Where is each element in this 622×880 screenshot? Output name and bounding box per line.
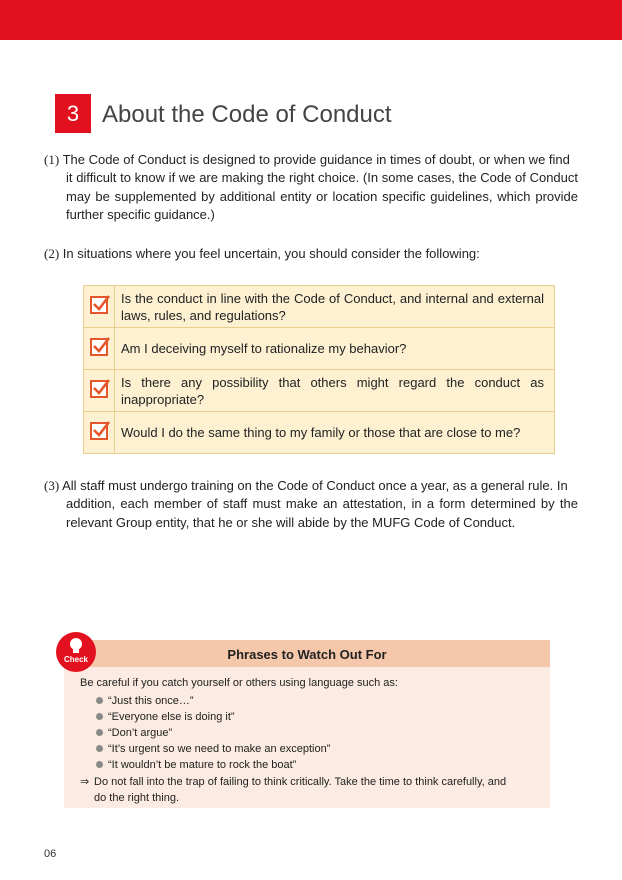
checkbox-checked-icon <box>90 296 108 314</box>
phrase-item: “It’s urgent so we need to make an exception” <box>96 741 330 757</box>
top-red-bar <box>0 0 622 40</box>
checkbox-checked-icon <box>90 422 108 440</box>
paragraph-3-rest: addition, each member of staff must make an attestation, in a form determined by the relevant Group entity, that he or she will abide by the MUFG Code of Conduct. <box>66 496 578 530</box>
paragraph-2-text: In situations where you feel uncertain, you should consider the following: <box>62 246 480 261</box>
paragraph-1 <box>44 151 578 224</box>
checklist-item: Is there any possibility that others might regard the conduct as inappropriate? <box>115 370 555 412</box>
bullet-icon <box>96 729 103 736</box>
paragraph-3 <box>44 477 578 532</box>
section-title: About the Code of Conduct <box>102 101 392 128</box>
checklist-item: Am I deceiving myself to rationalize my behavior? <box>115 328 555 370</box>
checkbox-checked-icon <box>90 380 108 398</box>
checkbox-checked-icon <box>90 338 108 356</box>
paragraph-1-first-line: The Code of Conduct is designed to provide guidance in times of doubt, or when we find <box>62 152 570 167</box>
bullet-icon <box>96 713 103 720</box>
paragraph-3-first-line: All staff must undergo training on the Code of Conduct once a year, as a general rule. In <box>62 478 568 493</box>
paragraph-2-number: (2) <box>44 246 60 261</box>
check-badge <box>56 632 96 672</box>
checklist-item: Would I do the same thing to my family or those that are close to me? <box>115 412 555 454</box>
phrase-item: “Don’t argue” <box>96 725 330 741</box>
checklist-table <box>83 285 555 454</box>
phrases-callout <box>64 640 550 808</box>
conclusion-rest: do the right thing. <box>94 792 180 804</box>
phrase-list <box>96 693 330 773</box>
checklist-row <box>84 370 555 412</box>
lightbulb-icon <box>68 636 84 656</box>
section-number: 3 <box>55 94 91 133</box>
phrase-item: “Everyone else is doing it” <box>96 709 330 725</box>
checklist-row <box>84 328 555 370</box>
phrase-item: “Just this once…” <box>96 693 330 709</box>
checklist-row <box>84 286 555 328</box>
phrase-item: “It wouldn’t be mature to rock the boat” <box>96 757 330 773</box>
bullet-icon <box>96 745 103 752</box>
paragraph-2 <box>44 245 578 263</box>
page-number: 06 <box>44 848 57 860</box>
paragraph-1-number: (1) <box>44 152 60 167</box>
conclusion-first-line: Do not fall into the trap of failing to think critically. Take the time to think carefully, and <box>94 776 507 788</box>
paragraph-3-number: (3) <box>44 478 60 493</box>
checklist-item: Is the conduct in line with the Code of Conduct, and internal and external laws, rules, and regulations? <box>115 286 555 328</box>
callout-title: Phrases to Watch Out For <box>64 640 550 667</box>
bullet-icon <box>96 697 103 704</box>
callout-conclusion <box>80 774 540 806</box>
arrow-icon: ⇒ <box>80 776 90 788</box>
checklist-row <box>84 412 555 454</box>
paragraph-1-rest: it difficult to know if we are making the right choice. (In some cases, the Code of Conduct may be supplemented by additional entity or location specific guidelines, which provide further specific guidance.) <box>66 170 578 222</box>
callout-intro: Be careful if you catch yourself or others using language such as: <box>80 677 398 689</box>
bullet-icon <box>96 761 103 768</box>
check-badge-label: Check <box>63 655 88 664</box>
